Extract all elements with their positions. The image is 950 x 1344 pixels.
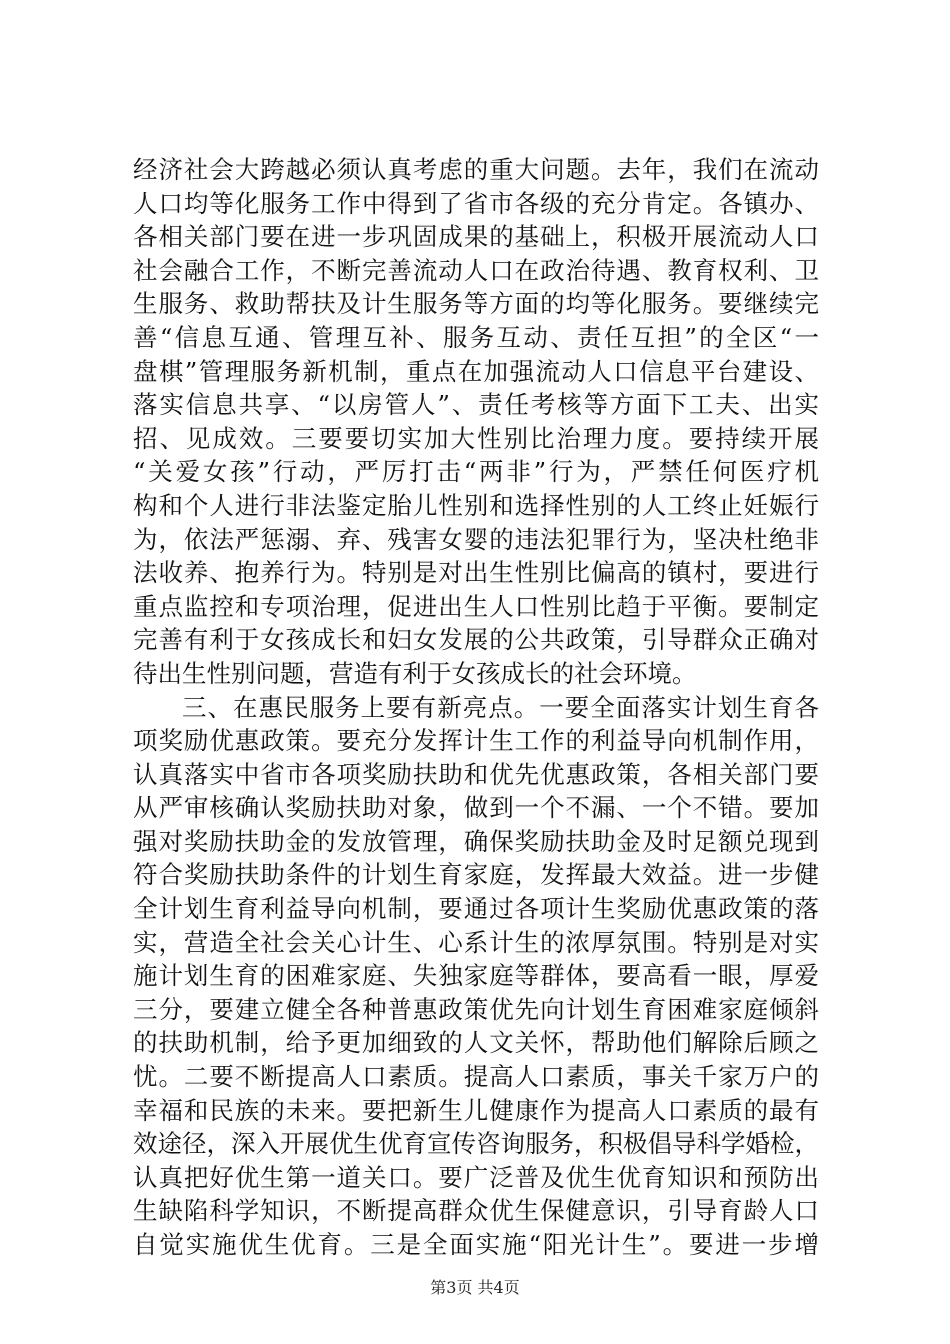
text-line: 重点监控和专项治理，促进出生人口性别比趋于平衡。要制定 [133,591,819,621]
text-line: 忧。二要不断提高人口素质。提高人口素质，事关千家万户的 [133,1062,819,1092]
text-line: 全计划生育利益导向机制，要通过各项计生奖励优惠政策的落 [133,894,819,924]
text-line: 从严审核确认奖励扶助对象，做到一个不漏、一个不错。要加 [133,793,819,823]
text-line: 法收养、抱养行为。特别是对出生性别比偏高的镇村，要进行 [133,558,819,588]
text-line: 招、见成效。三要要切实加大性别比治理力度。要持续开展 [133,423,819,453]
page-number-footer: 第3页 共4页 [430,1278,520,1297]
text-line: 项奖励优惠政策。要充分发挥计生工作的利益导向机制作用， [133,726,819,756]
text-line: 各相关部门要在进一步巩固成果的基础上，积极开展流动人口 [133,222,819,252]
text-line: “关爱女孩”行动，严厉打击“两非”行为，严禁任何医疗机 [133,457,819,487]
text-line: 三分，要建立健全各种普惠政策优先向计划生育困难家庭倾斜 [133,994,819,1024]
text-line: 强对奖励扶助金的发放管理，确保奖励扶助金及时足额兑现到 [133,826,819,856]
text-line: 落实信息共享、“以房管人”、责任考核等方面下工夫、出实 [133,390,819,420]
text-line: 的扶助机制，给予更加细致的人文关怀，帮助他们解除后顾之 [133,1028,819,1058]
text-line: 生缺陷科学知识，不断提高群众优生保健意识，引导育龄人口 [133,1196,819,1226]
text-line: 人口均等化服务工作中得到了省市各级的充分肯定。各镇办、 [133,188,819,218]
text-line: 认真落实中省市各项奖励扶助和优先优惠政策，各相关部门要 [133,759,819,789]
text-line: 自觉实施优生优育。三是全面实施“阳光计生”。要进一步增 [133,1230,819,1259]
text-line: 符合奖励扶助条件的计划生育家庭，发挥最大效益。进一步健 [133,860,819,890]
text-line: 善“信息互通、管理互补、服务互动、责任互担”的全区“一 [133,322,819,352]
text-line: 经济社会大跨越必须认真考虑的重大问题。去年，我们在流动 [133,155,819,184]
text-line: 完善有利于女孩成长和妇女发展的公共政策，引导群众正确对 [133,625,819,655]
text-line: 待出生性别问题，营造有利于女孩成长的社会环境。 [133,658,697,688]
text-line: 三、在惠民服务上要有新亮点。一要全面落实计划生育各 [182,692,819,722]
text-line: 社会融合工作，不断完善流动人口在政治待遇、教育权利、卫 [133,255,819,285]
text-line: 实，营造全社会关心计生、心系计生的浓厚氛围。特别是对实 [133,927,819,957]
text-line: 施计划生育的困难家庭、失独家庭等群体，要高看一眼，厚爱 [133,961,819,991]
text-line: 效途径，深入开展优生优育宣传咨询服务，积极倡导科学婚检， [133,1129,819,1159]
text-line: 认真把好优生第一道关口。要广泛普及优生优育知识和预防出 [133,1162,819,1192]
text-line: 为，依法严惩溺、弃、残害女婴的违法犯罪行为，坚决杜绝非 [133,524,819,554]
text-line: 幸福和民族的未来。要把新生儿健康作为提高人口素质的最有 [133,1095,819,1125]
text-line: 盘棋”管理服务新机制，重点在加强流动人口信息平台建设、 [133,356,819,386]
text-line: 构和个人进行非法鉴定胎儿性别和选择性别的人工终止妊娠行 [133,490,819,520]
text-line: 生服务、救助帮扶及计生服务等方面的均等化服务。要继续完 [133,289,819,319]
body-text [133,153,819,1262]
